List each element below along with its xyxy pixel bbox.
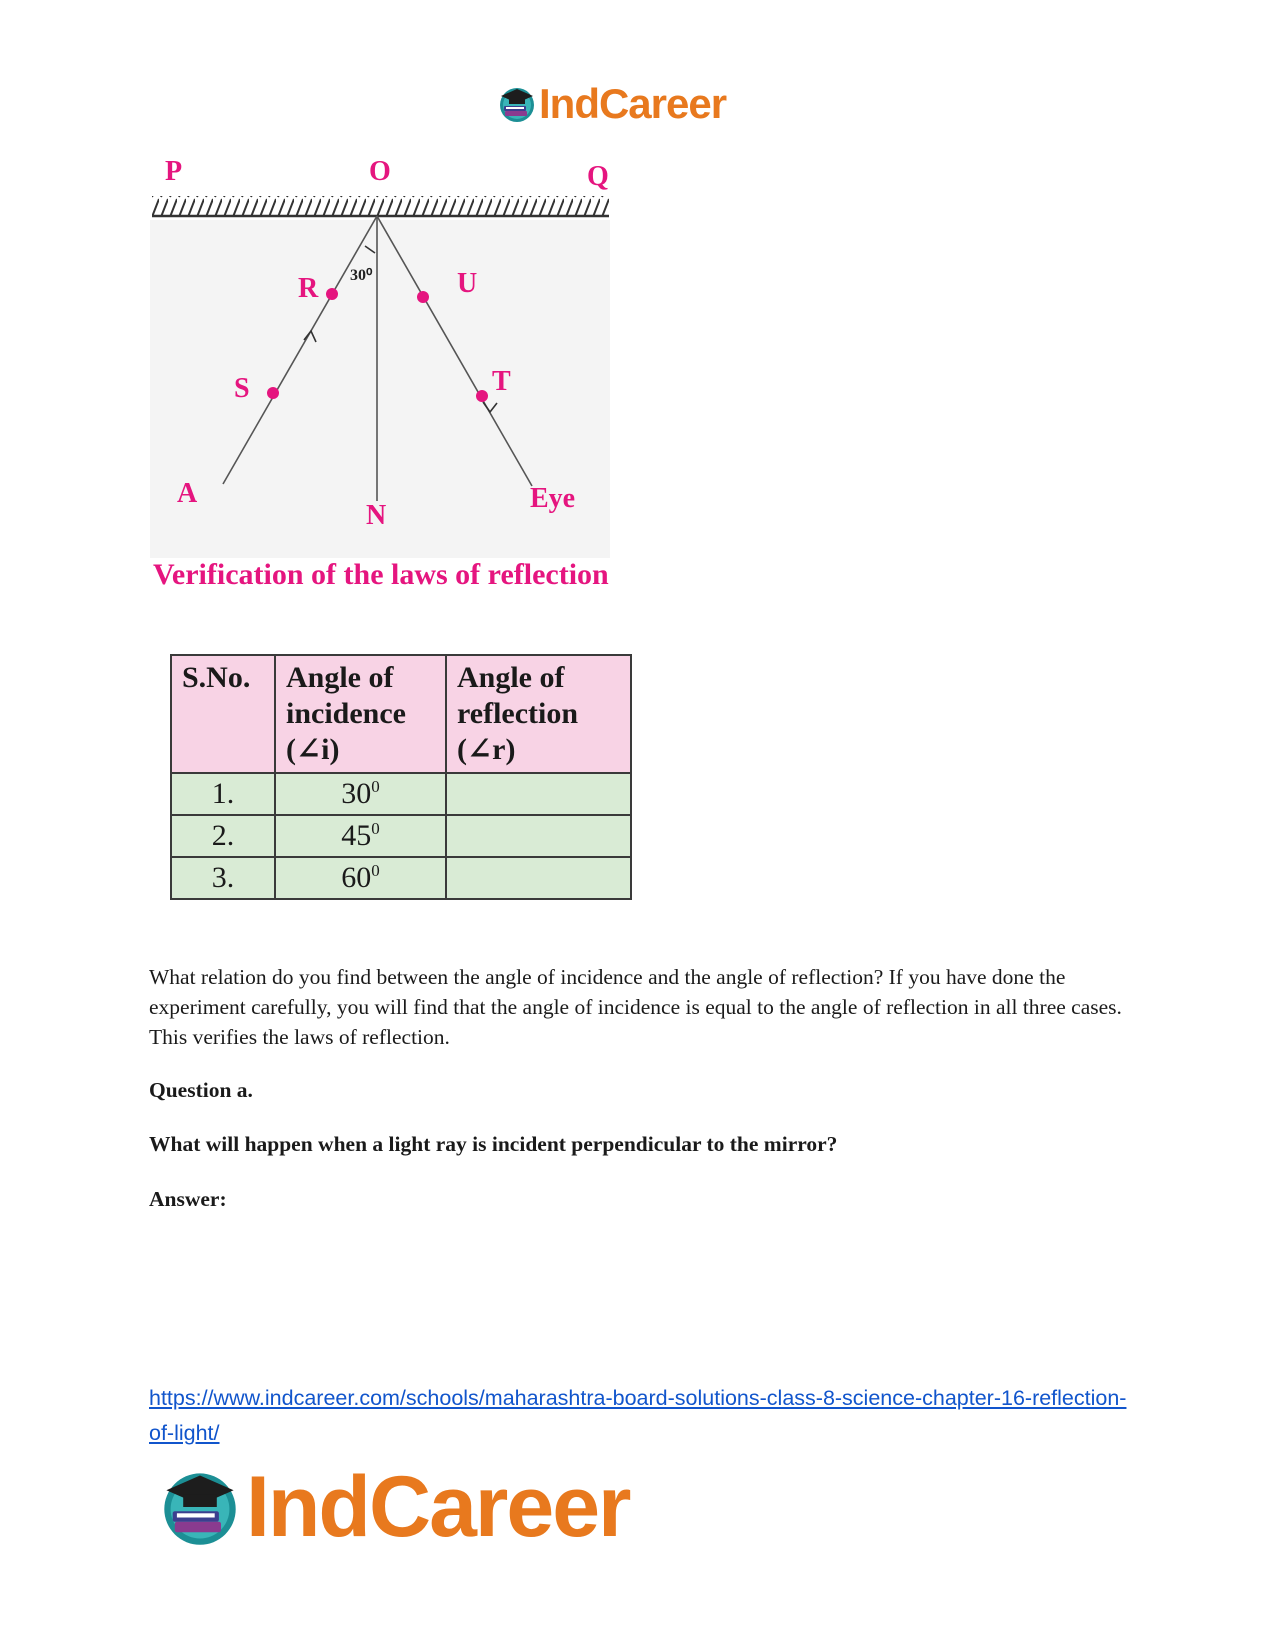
cell-incidence: $60^0$ [275, 857, 446, 899]
footer-logo [158, 1458, 630, 1555]
label-p: P [165, 158, 183, 187]
pin-s [267, 387, 279, 399]
answer-label: Answer: [149, 1187, 227, 1211]
label-t: T [492, 366, 511, 397]
question-text: What will happen when a light ray is incident perpendicular to the mirror? [149, 1132, 838, 1156]
label-o: O [369, 158, 391, 187]
table-row [171, 857, 631, 899]
cell-sno: 2. [171, 815, 275, 857]
mirror-hatching [152, 196, 609, 216]
header-incidence: Angle of incidence (∠i) [275, 655, 446, 773]
source-link[interactable]: https://www.indcareer.com/schools/maharashtra-board-solutions-class-8-science-chapter-16-reflection-of-light/ [149, 1386, 1127, 1445]
table-header-row [171, 655, 631, 773]
table-row [171, 815, 631, 857]
label-eye: Eye [530, 483, 576, 514]
header-reflection: Angle of reflection (∠r) [446, 655, 631, 773]
header-sno: S.No. [171, 655, 275, 773]
graduation-cap-globe-books-icon [158, 1465, 242, 1549]
reflection-diagram [150, 158, 650, 598]
label-r: R [298, 273, 319, 304]
cell-sno: 1. [171, 773, 275, 815]
cell-reflection [446, 857, 631, 899]
label-s: S [234, 373, 250, 404]
label-q: Q [587, 161, 609, 192]
logo-text: IndCareer [246, 1458, 630, 1555]
cell-reflection [446, 773, 631, 815]
observation-table [170, 654, 632, 900]
cell-incidence: $45^0$ [275, 815, 446, 857]
figure-caption: Verification of the laws of reflection [153, 558, 609, 591]
angle-label: 30⁰ [350, 267, 373, 284]
pin-t [476, 390, 488, 402]
cell-incidence: $30^0$ [275, 773, 446, 815]
pin-u [417, 291, 429, 303]
label-a: A [177, 478, 198, 509]
label-n: N [366, 500, 387, 531]
label-u: U [457, 268, 478, 299]
graduation-cap-globe-books-icon [497, 84, 537, 124]
cell-reflection [446, 815, 631, 857]
pin-r [326, 288, 338, 300]
logo-text: IndCareer [539, 80, 727, 127]
header-logo [497, 80, 726, 128]
body-paragraph: What relation do you find between the angle of incidence and the angle of reflection? If you have done the experiment carefully, you will find that the angle of incidence is equal to the angle of reflection in all three cases. This verifies the laws of reflection. [149, 965, 1122, 1049]
cell-sno: 3. [171, 857, 275, 899]
table-row [171, 773, 631, 815]
question-label: Question a. [149, 1078, 253, 1102]
